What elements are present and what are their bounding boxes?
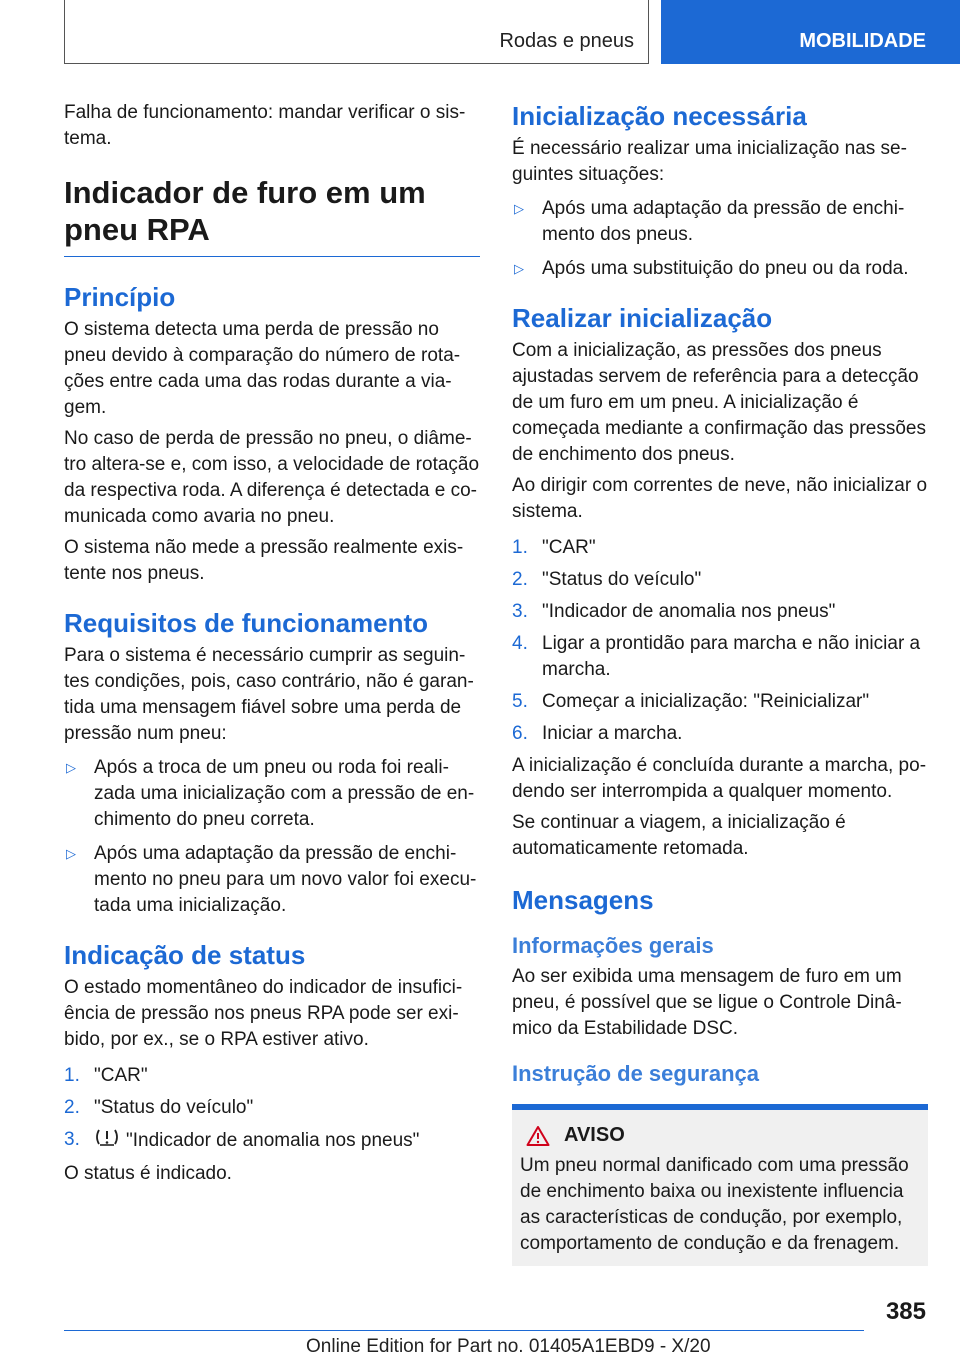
triangle-bullet-icon: ▷ [514, 201, 524, 216]
section-title-init-required: Inicialização necessária [512, 101, 807, 131]
right-column [512, 100, 928, 1266]
list-item-text: "Indicador de anomalia nos pneus" [542, 601, 836, 622]
list-item-text: "CAR" [542, 537, 596, 558]
list-number: 5. [512, 691, 528, 712]
subsection-title-seguranca: Instrução de segurança [512, 1061, 759, 1086]
paragraph: Ao dirigir com correntes de neve, não inicializar o sistema. [512, 475, 928, 522]
paragraph: O sistema detecta uma perda de pressão no pneu devido à comparação do número de rotações entre cada uma das rodas durante a viagem. [64, 319, 461, 418]
list-number: 6. [512, 723, 528, 744]
footer-divider [64, 1330, 864, 1331]
warning-header [520, 1124, 920, 1147]
list-item-text: "CAR" [94, 1065, 148, 1086]
paragraph: Com a inicialização, as pressões dos pneus ajustadas servem de referência para a detecção de um furo em um pneu. A inicialização é começada mediante a confirmação das pressões de enchimento dos pneus. [512, 340, 927, 465]
list-item [64, 1127, 480, 1155]
header-tab[interactable]: MOBILIDADE [661, 0, 960, 64]
list-item-text: "Status do veículo" [542, 569, 702, 590]
paragraph: Para o sistema é necessário cumprir as seguintes condições, pois, caso contrário, não é garantida uma mensagem fiável sobre uma perda de pressão num pneu: [64, 645, 474, 744]
list-number: 2. [64, 1097, 80, 1118]
numbered-list [512, 535, 928, 747]
warning-label: AVISO [564, 1124, 625, 1146]
list-item [512, 631, 928, 683]
list-item-text: Começar a inicialização: "Reinicializar" [542, 691, 870, 712]
list-item [512, 196, 928, 248]
bullet-list [512, 196, 928, 282]
list-item [64, 1095, 480, 1121]
subsection-title-gerais: Informações gerais [512, 933, 714, 958]
list-item [512, 721, 928, 747]
list-item-text: Ligar a prontidão para marcha e não iniciar a marcha. [542, 633, 921, 680]
section-title-requisitos: Requisitos de funcionamento [64, 608, 429, 638]
list-item-text: Iniciar a marcha. [542, 723, 683, 744]
list-item-text: Após uma adaptação da pressão de enchimento dos pneus. [542, 198, 905, 245]
list-item-text: Após uma adaptação da pressão de enchimento no pneu para um novo valor foi executada uma inicialização. [94, 843, 477, 916]
list-item [64, 841, 480, 919]
header-section-title: Rodas e pneus [499, 30, 634, 52]
list-number: 1. [512, 537, 528, 558]
paragraph: É necessário realizar uma inicialização nas seguintes situações: [512, 138, 907, 185]
list-item [64, 1063, 480, 1089]
warning-box [512, 1104, 928, 1266]
list-number: 3. [64, 1129, 80, 1150]
numbered-list [64, 1063, 480, 1155]
list-item-text: Após uma substituição do pneu ou da roda. [542, 258, 909, 279]
list-item [512, 256, 928, 282]
list-item-text: Após a troca de um pneu ou roda foi realizada uma inicialização com a pressão de enchimento do pneu correta. [94, 757, 475, 830]
list-item-text: "Status do veículo" [94, 1097, 254, 1118]
page-number: 385 [885, 1298, 926, 1325]
paragraph: A inicialização é concluída durante a marcha, podendo ser interrompida a qualquer momento. [512, 755, 927, 802]
list-item-text: "Indicador de anomalia nos pneus" [126, 1130, 420, 1152]
triangle-bullet-icon: ▷ [66, 760, 76, 775]
section-title-init-do: Realizar inicialização [512, 303, 773, 333]
paragraph: O estado momentâneo do indicador de insuficiência de pressão nos pneus RPA pode ser exibido, por ex., se o RPA estiver ativo. [64, 977, 463, 1050]
list-item [64, 755, 480, 833]
paragraph: O sistema não mede a pressão realmente existente nos pneus. [64, 537, 464, 584]
section-title-principio: Princípio [64, 282, 176, 312]
list-number: 1. [64, 1065, 80, 1086]
intro-paragraph: Falha de funcionamento: mandar verificar o sistema. [64, 102, 466, 149]
paragraph: No caso de perda de pressão no pneu, o diâmetro altera-se e, com isso, a velocidade de rotação da respectiva roda. A diferença é detectada e comunicada como avaria no pneu. [64, 428, 480, 527]
list-number: 2. [512, 569, 528, 590]
list-item [512, 567, 928, 593]
list-item [512, 599, 928, 625]
warning-triangle-icon [526, 1125, 550, 1147]
warning-text: Um pneu normal danificado com uma pressão de enchimento baixa ou inexistente influencia as características de condução, por exemplo, comportamento de condução e da frenagem. [520, 1155, 909, 1254]
paragraph: Ao ser exibida uma mensagem de furo em um pneu, é possível que se ligue o Controle Dinâmico da Estabilidade DSC. [512, 966, 902, 1039]
paragraph: Se continuar a viagem, a inicialização é automaticamente retomada. [512, 812, 846, 859]
paragraph: O status é indicado. [64, 1163, 232, 1184]
tire-pressure-warning-icon [94, 1127, 120, 1155]
triangle-bullet-icon: ▷ [514, 261, 524, 276]
list-item [512, 689, 928, 715]
triangle-bullet-icon: ▷ [66, 846, 76, 861]
list-number: 3. [512, 601, 528, 622]
chapter-title: Indicador de furo em um pneu RPA [64, 174, 480, 257]
list-item [512, 535, 928, 561]
bullet-list [64, 755, 480, 919]
list-number: 4. [512, 633, 528, 654]
left-column [64, 100, 480, 1192]
section-title-mensagens: Mensagens [512, 885, 654, 915]
section-title-status: Indicação de status [64, 940, 306, 970]
footer-edition: Online Edition for Part no. 01405A1EBD9 - X/20 [306, 1336, 711, 1357]
header-box [64, 0, 649, 64]
